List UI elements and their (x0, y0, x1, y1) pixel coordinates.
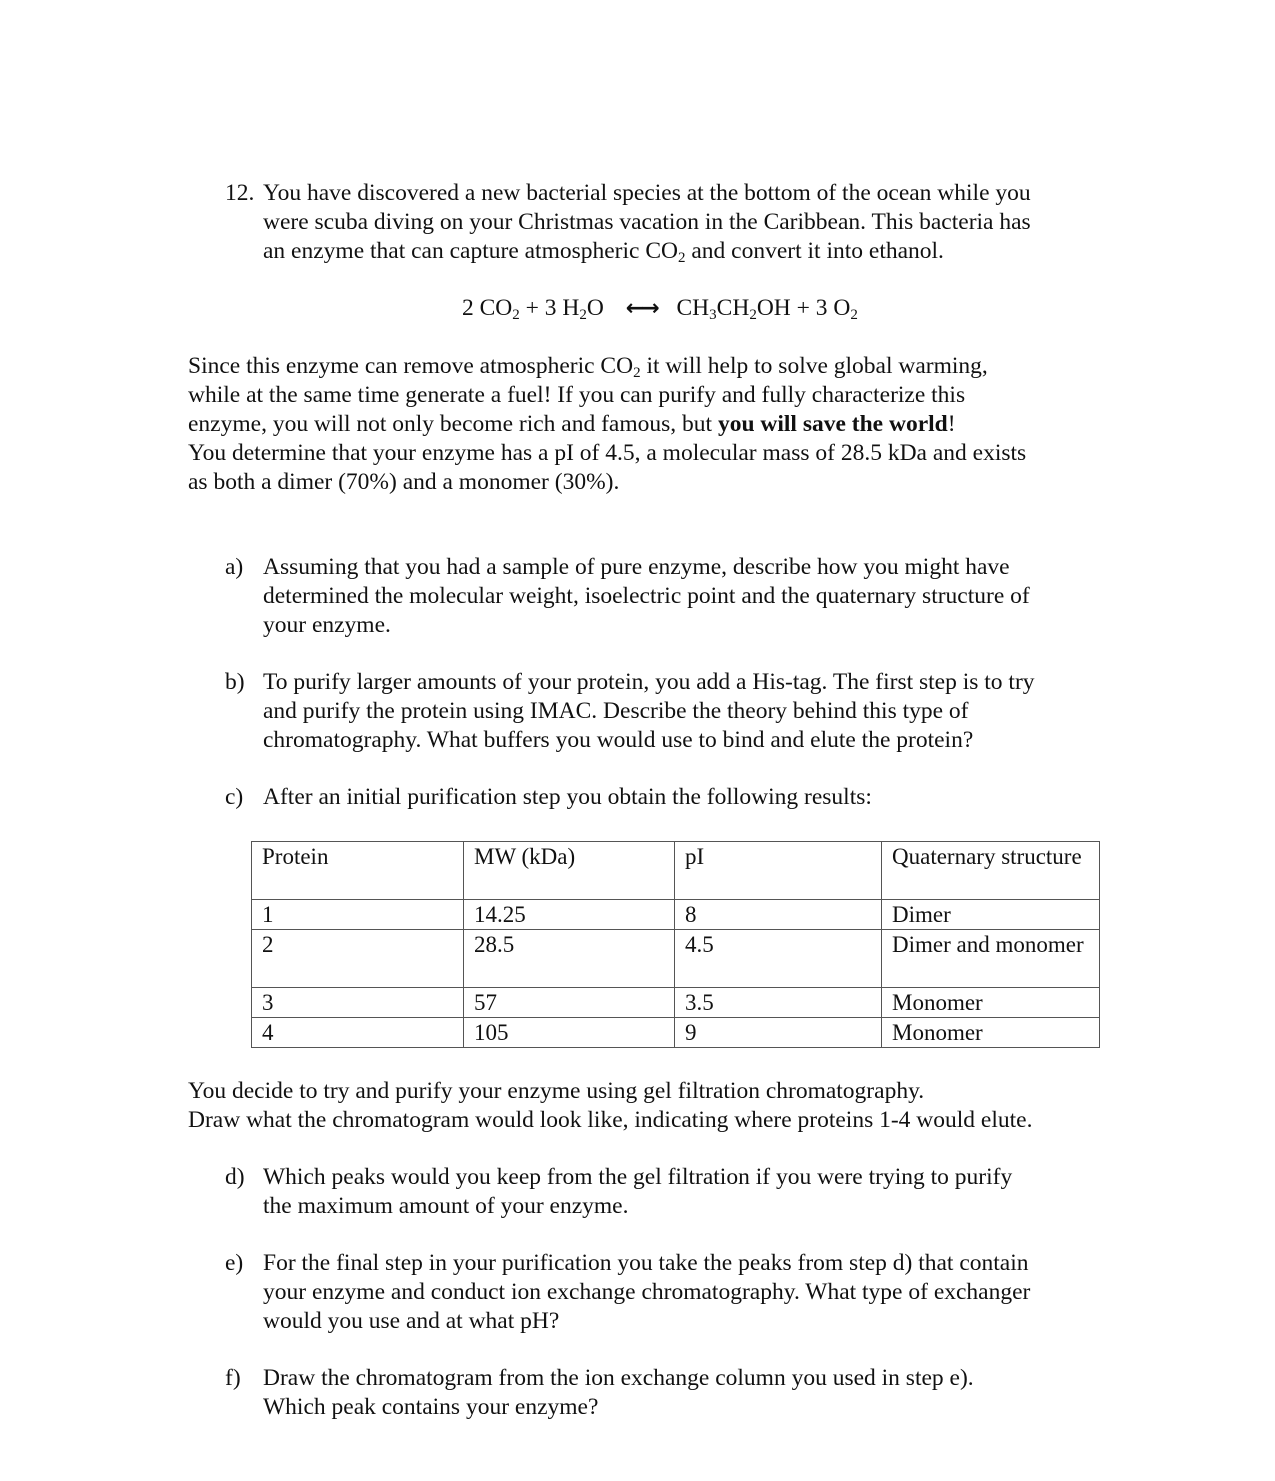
subscript: 2 (749, 307, 757, 323)
part-d-text (263, 1163, 1012, 1221)
eq-part: CH (716, 295, 750, 321)
text-line: determined the molecular weight, isoelectric point and the quaternary structure of (263, 583, 1030, 609)
text-segment: and convert it into ethanol. (685, 238, 944, 264)
eq-part: + 3 H (519, 295, 580, 321)
subscript: 2 (678, 250, 686, 266)
cell: Dimer and monomer (882, 930, 1100, 988)
text-line: For the final step in your purification you take the peaks from step d) that contain (263, 1250, 1029, 1276)
table-row (252, 988, 1100, 1018)
text-line: Assuming that you had a sample of pure enzyme, describe how you might have (263, 554, 1010, 580)
cell: 3.5 (675, 988, 882, 1018)
text-segment: enzyme, you will not only become rich and famous, but (188, 411, 718, 437)
part-b-text (263, 668, 1035, 755)
subscript: 3 (709, 307, 717, 323)
part-f-label: f) (225, 1365, 241, 1391)
cell: 105 (464, 1018, 675, 1048)
cell: 14.25 (464, 900, 675, 930)
question-text (263, 179, 1031, 266)
text-line: Which peaks would you keep from the gel filtration if you were trying to purify (263, 1164, 1013, 1190)
cell: 3 (252, 988, 464, 1018)
text-line: chromatography. What buffers you would use to bind and elute the protein? (263, 727, 974, 753)
cell: 28.5 (464, 930, 675, 988)
text-line: and purify the protein using IMAC. Describe the theory behind this type of (263, 698, 969, 724)
subscript: 2 (512, 307, 520, 323)
reaction-equation (462, 294, 858, 323)
text-line (188, 352, 1026, 381)
text-segment: an enzyme that can capture atmospheric CO (263, 238, 678, 264)
text-line: the maximum amount of your enzyme. (263, 1193, 629, 1219)
text-line: You determine that your enzyme has a pI of 4.5, a molecular mass of 28.5 kDa and exists (188, 440, 1027, 466)
part-e-text (263, 1249, 1030, 1336)
cell: Monomer (882, 1018, 1100, 1048)
header-pi: pI (675, 842, 882, 900)
results-table (251, 841, 1100, 1048)
text-line (263, 237, 1031, 266)
cell: 57 (464, 988, 675, 1018)
text-line: Draw the chromatogram from the ion exchange column you used in step e). (263, 1365, 974, 1391)
text-line: You have discovered a new bacterial species at the bottom of the ocean while you (263, 180, 1031, 206)
part-a-text (263, 553, 1030, 640)
text-segment: it will help to solve global warming, (640, 353, 988, 379)
part-c-label: c) (225, 784, 244, 810)
text-line: After an initial purification step you obtain the following results: (263, 784, 872, 810)
cell: 1 (252, 900, 464, 930)
text-segment: ! (947, 411, 956, 437)
cell: 4.5 (675, 930, 882, 988)
text-segment: Since this enzyme can remove atmospheric CO (188, 353, 634, 379)
cell: Dimer (882, 900, 1100, 930)
part-d-label: d) (225, 1164, 245, 1190)
text-line: were scuba diving on your Christmas vacation in the Caribbean. This bacteria has (263, 209, 1031, 235)
subscript: 2 (633, 365, 641, 381)
text-line: your enzyme. (263, 612, 391, 638)
text-line: while at the same time generate a fuel! If you can purify and fully characterize this (188, 382, 966, 408)
text-line: would you use and at what pH? (263, 1308, 560, 1334)
eq-part: CH (676, 295, 710, 321)
cell: Monomer (882, 988, 1100, 1018)
part-e-label: e) (225, 1250, 244, 1276)
cell: 4 (252, 1018, 464, 1048)
text-line: your enzyme and conduct ion exchange chromatography. What type of exchanger (263, 1279, 1031, 1305)
text-line (188, 410, 1026, 439)
header-quaternary: Quaternary structure (882, 842, 1100, 900)
eq-part: 2 CO (462, 295, 513, 321)
text-line: To purify larger amounts of your protein, you add a His-tag. The first step is to try (263, 669, 1035, 695)
part-f-text (263, 1364, 974, 1422)
cell: 9 (675, 1018, 882, 1048)
header-protein: Protein (252, 842, 464, 900)
table-header-row (252, 842, 1100, 900)
part-c-text (263, 783, 872, 812)
subscript: 2 (579, 307, 587, 323)
intro-paragraph (188, 352, 1026, 497)
question-number: 12. (225, 180, 255, 206)
reversible-arrow-icon: ←→ (625, 296, 657, 321)
eq-part: OH + 3 O (756, 295, 851, 321)
bold-emphasis: you will save the world (717, 411, 948, 437)
eq-part: O (586, 295, 604, 321)
gel-filtration-paragraph (188, 1077, 1032, 1135)
text-line: Which peak contains your enzyme? (263, 1394, 599, 1420)
table-row (252, 1018, 1100, 1048)
cell: 2 (252, 930, 464, 988)
table-row (252, 900, 1100, 930)
header-mw: MW (kDa) (464, 842, 675, 900)
text-line: as both a dimer (70%) and a monomer (30%). (188, 469, 620, 495)
subscript: 2 (850, 307, 858, 323)
text-line: You decide to try and purify your enzyme using gel filtration chromatography. (188, 1078, 925, 1104)
text-line: Draw what the chromatogram would look like, indicating where proteins 1-4 would elute. (188, 1107, 1033, 1133)
part-a-label: a) (225, 554, 244, 580)
cell: 8 (675, 900, 882, 930)
part-b-label: b) (225, 669, 245, 695)
table-row (252, 930, 1100, 988)
